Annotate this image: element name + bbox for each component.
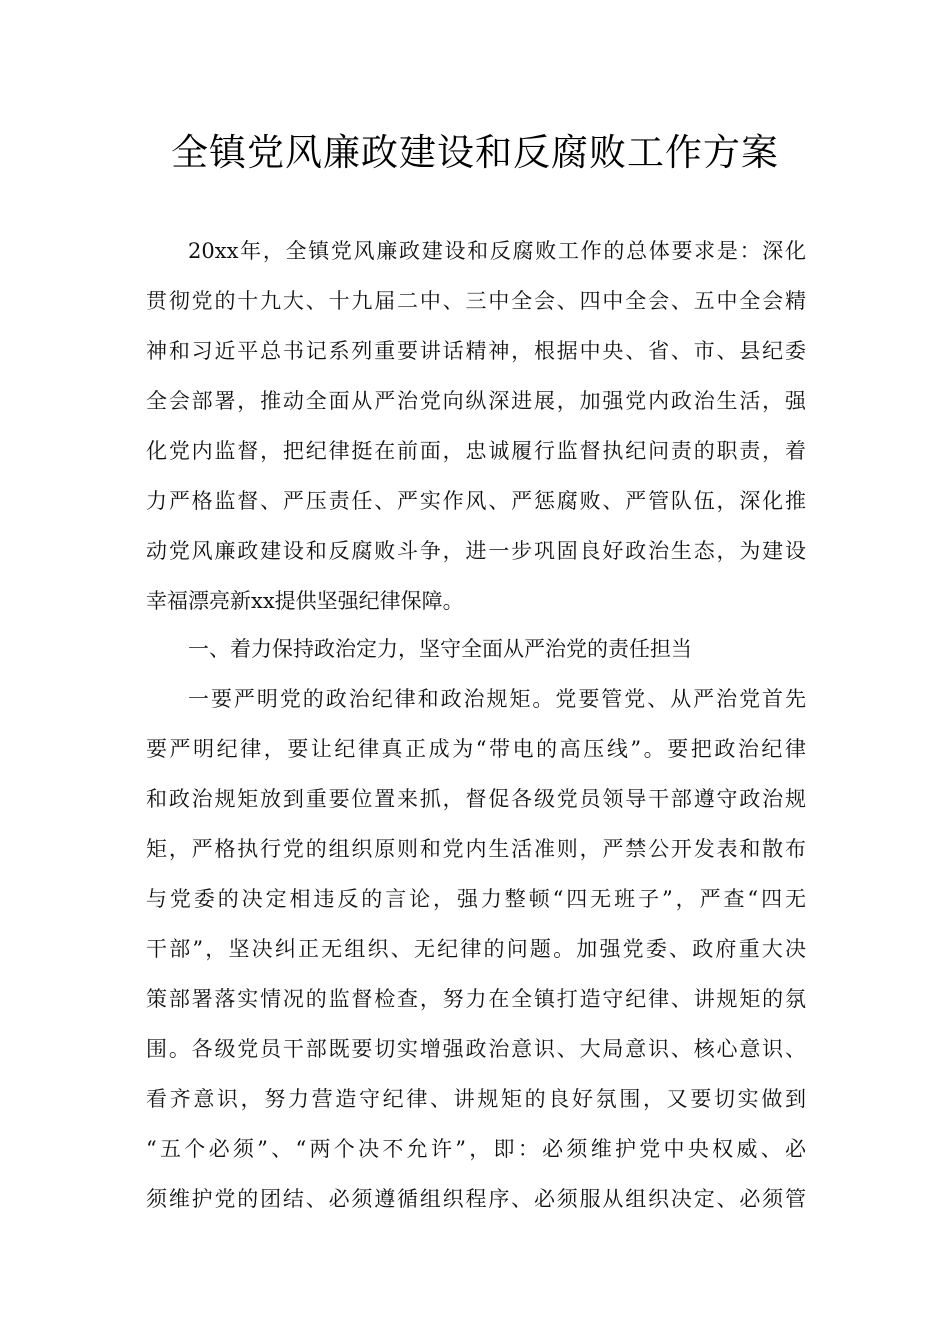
section-heading: 一、着力保持政治定力，坚守全面从严治党的责任担当 [188,637,692,661]
paragraph-line: 神和习近平总书记系列重要讲话精神，根据中央、省、市、县纪委 [146,339,806,363]
paragraph-line: 与党委的决定相违反的言论，强力整顿“四无班子”，严查“四无 [146,887,806,911]
paragraph-line: 全会部署，推动全面从严治党向纵深进展，加强党内政治生活，强 [146,389,806,413]
paragraph-line: 看齐意识，努力营造守纪律、讲规矩的良好氛围，又要切实做到 [146,1087,806,1111]
paragraph-line: 动党风廉政建设和反腐败斗争，进一步巩固良好政治生态，为建设 [146,539,806,563]
paragraph-line: 矩，严格执行党的组织原则和党内生活准则，严禁公开发表和散布 [146,837,806,861]
paragraph-line: 20xx年，全镇党风廉政建设和反腐败工作的总体要求是：深化 [188,239,806,263]
paragraph-line: 和政治规矩放到重要位置来抓，督促各级党员领导干部遵守政治规 [146,787,806,811]
paragraph-line: 贯彻党的十九大、十九届二中、三中全会、四中全会、五中全会精 [146,289,806,313]
paragraph-line: 幸福漂亮新xx提供坚强纪律保障。 [146,589,464,613]
paragraph-line: “五个必须”、“两个决不允许”，即：必须维护党中央权威、必 [146,1137,806,1161]
paragraph-line: 化党内监督，把纪律挺在前面，忠诚履行监督执纪问责的职责，着 [146,439,806,463]
document-title: 全镇党风廉政建设和反腐败工作方案 [171,131,779,174]
paragraph-line: 要严明纪律，要让纪律真正成为“带电的高压线”。要把政治纪律 [146,737,806,761]
paragraph-line: 须维护党的团结、必须遵循组织程序、必须服从组织决定、必须管 [146,1187,806,1211]
paragraph-line: 力严格监督、严压责任、严实作风、严惩腐败、严管队伍，深化推 [146,489,806,513]
paragraph-line: 策部署落实情况的监督检查，努力在全镇打造守纪律、讲规矩的氛 [146,987,806,1011]
paragraph-line: 一要严明党的政治纪律和政治规矩。党要管党、从严治党首先 [188,687,806,711]
paragraph-line: 干部”，坚决纠正无组织、无纪律的问题。加强党委、政府重大决 [146,937,806,961]
paragraph-line: 围。各级党员干部既要切实增强政治意识、大局意识、核心意识、 [146,1037,806,1061]
